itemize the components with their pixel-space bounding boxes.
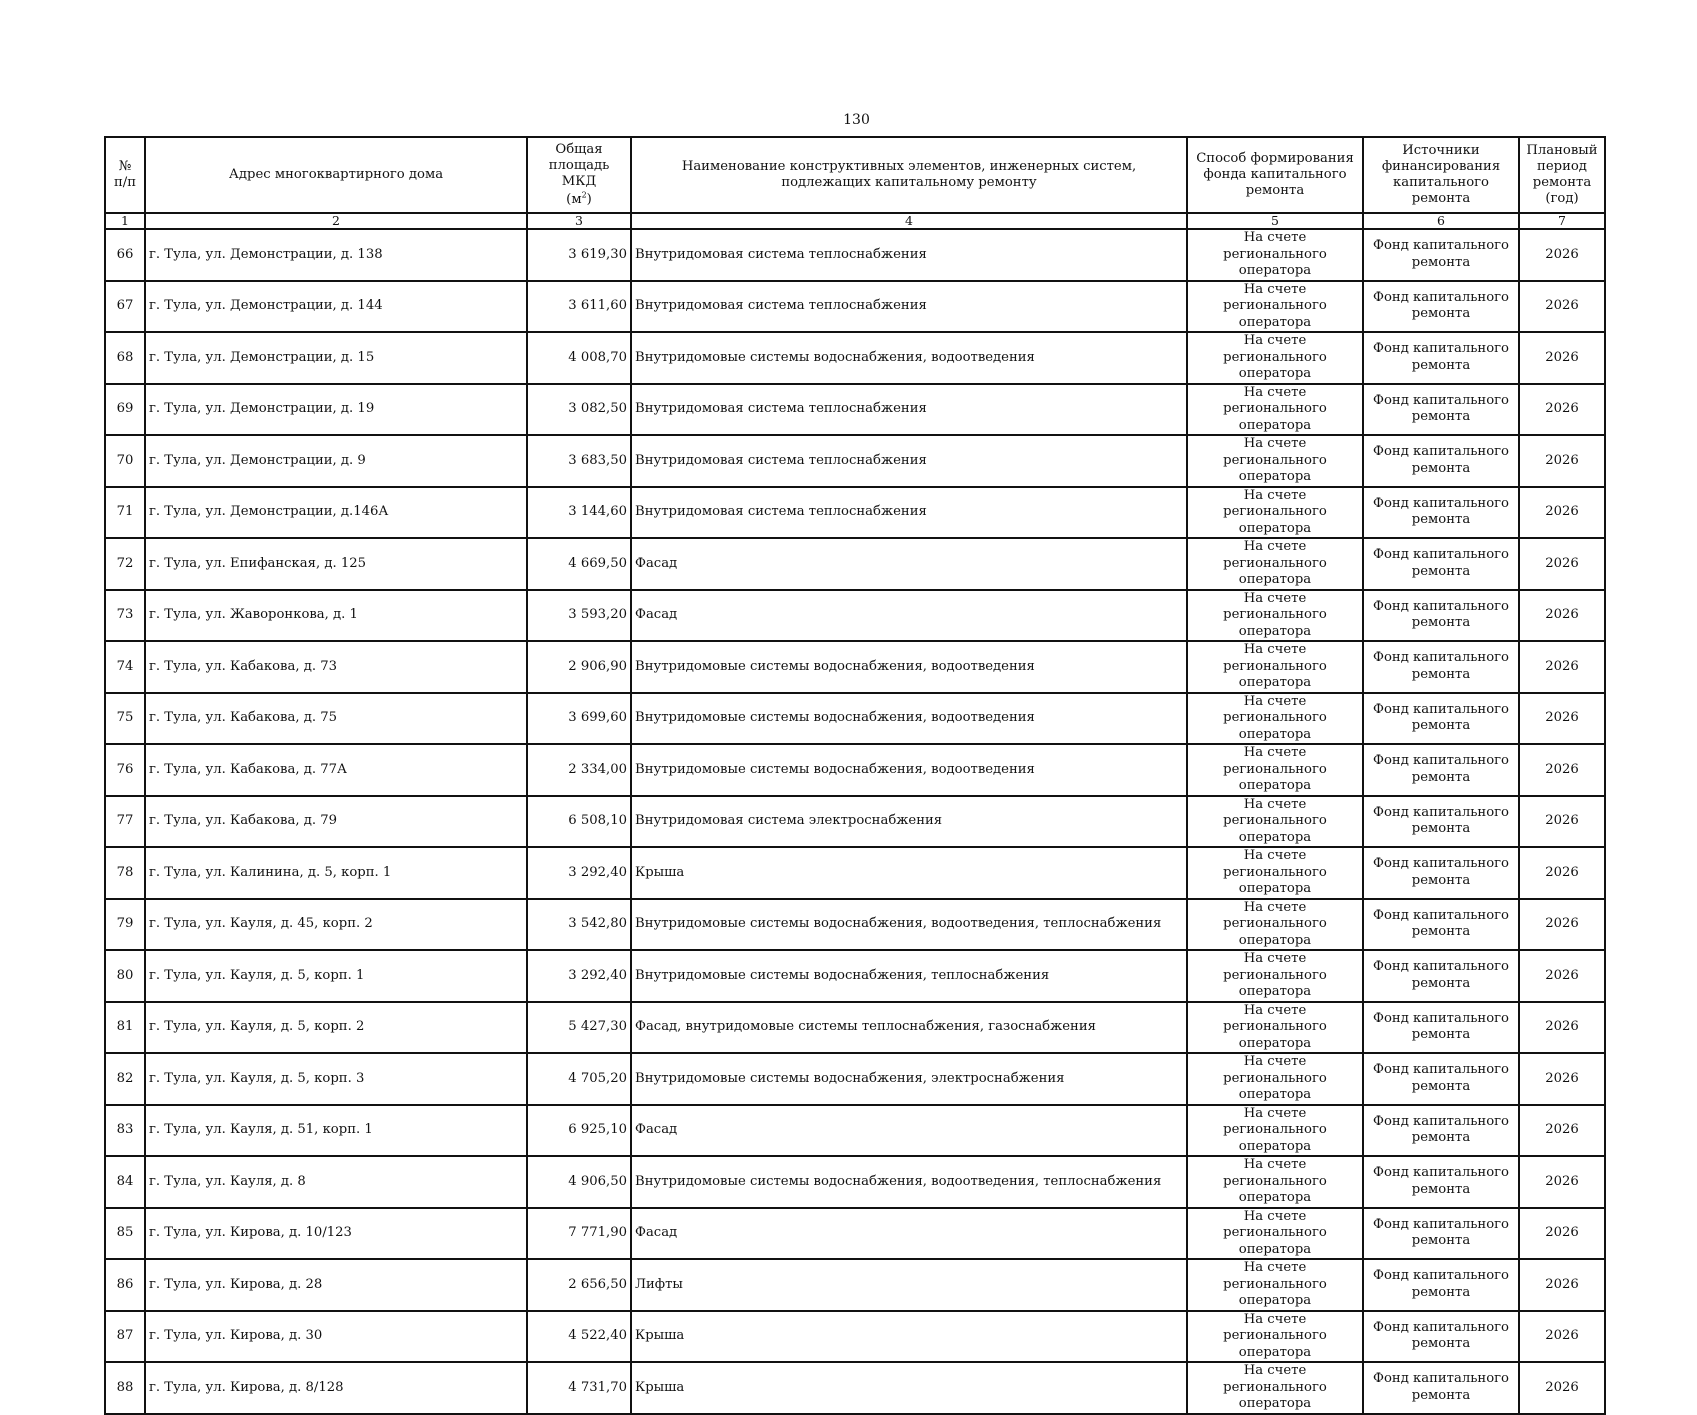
- row-area: 3 292,40: [527, 847, 631, 899]
- row-address: г. Тула, ул. Кабакова, д. 75: [145, 693, 527, 745]
- row-number: 83: [105, 1105, 145, 1157]
- header-works: Наименование конструктивных элементов, инженерных систем, подлежащих капитальному ремонту: [631, 137, 1187, 213]
- row-number: 69: [105, 384, 145, 436]
- row-address: г. Тула, ул. Калинина, д. 5, корп. 1: [145, 847, 527, 899]
- row-number: 71: [105, 487, 145, 539]
- row-planned-year: 2026: [1519, 950, 1605, 1002]
- row-funding-source: Фонд капитального ремонта: [1363, 538, 1519, 590]
- table-row: [105, 1259, 1605, 1311]
- row-works: Фасад, внутридомовые системы теплоснабжения, газоснабжения: [631, 1002, 1187, 1054]
- row-funding-source: Фонд капитального ремонта: [1363, 1311, 1519, 1363]
- row-funding-source: Фонд капитального ремонта: [1363, 229, 1519, 281]
- row-planned-year: 2026: [1519, 487, 1605, 539]
- column-number: 2: [145, 213, 527, 229]
- row-funding-source: Фонд капитального ремонта: [1363, 1208, 1519, 1260]
- row-area: 4 906,50: [527, 1156, 631, 1208]
- header-sources: Источники финансирования капитального ремонта: [1363, 137, 1519, 213]
- row-address: г. Тула, ул. Кабакова, д. 79: [145, 796, 527, 848]
- page-number: 130: [843, 112, 870, 128]
- row-area: 3 144,60: [527, 487, 631, 539]
- row-funding-source: Фонд капитального ремонта: [1363, 744, 1519, 796]
- table-row: [105, 693, 1605, 745]
- row-planned-year: 2026: [1519, 1156, 1605, 1208]
- row-address: г. Тула, ул. Кирова, д. 10/123: [145, 1208, 527, 1260]
- row-address: г. Тула, ул. Кауля, д. 45, корп. 2: [145, 899, 527, 951]
- table-row: [105, 641, 1605, 693]
- column-number: 1: [105, 213, 145, 229]
- row-funding-source: Фонд капитального ремонта: [1363, 1259, 1519, 1311]
- row-works: Внутридомовая система теплоснабжения: [631, 229, 1187, 281]
- row-formation-method: На счете регионального оператора: [1187, 1053, 1363, 1105]
- row-formation-method: На счете регионального оператора: [1187, 744, 1363, 796]
- row-area: 3 542,80: [527, 899, 631, 951]
- row-works: Внутридомовые системы водоснабжения, водоотведения: [631, 641, 1187, 693]
- row-formation-method: На счете регионального оператора: [1187, 590, 1363, 642]
- row-works: Внутридомовые системы водоснабжения, электроснабжения: [631, 1053, 1187, 1105]
- row-address: г. Тула, ул. Демонстрации, д. 144: [145, 281, 527, 333]
- row-area: 4 522,40: [527, 1311, 631, 1363]
- row-funding-source: Фонд капитального ремонта: [1363, 950, 1519, 1002]
- header-formation: Способ формирования фонда капитального ремонта: [1187, 137, 1363, 213]
- table-row: [105, 899, 1605, 951]
- row-area: 3 292,40: [527, 950, 631, 1002]
- table-row: [105, 744, 1605, 796]
- row-number: 67: [105, 281, 145, 333]
- row-planned-year: 2026: [1519, 693, 1605, 745]
- row-area: 3 683,50: [527, 435, 631, 487]
- column-number: 6: [1363, 213, 1519, 229]
- row-works: Внутридомовая система теплоснабжения: [631, 435, 1187, 487]
- row-works: Внутридомовые системы водоснабжения, водоотведения: [631, 693, 1187, 745]
- row-number: 73: [105, 590, 145, 642]
- row-formation-method: На счете регионального оператора: [1187, 899, 1363, 951]
- row-area: 4 008,70: [527, 332, 631, 384]
- column-number: 4: [631, 213, 1187, 229]
- row-formation-method: На счете регионального оператора: [1187, 1002, 1363, 1054]
- row-planned-year: 2026: [1519, 641, 1605, 693]
- row-works: Крыша: [631, 1362, 1187, 1414]
- table-body: [105, 229, 1605, 1414]
- table-row: [105, 1002, 1605, 1054]
- row-planned-year: 2026: [1519, 1053, 1605, 1105]
- table-row: [105, 435, 1605, 487]
- row-planned-year: 2026: [1519, 1105, 1605, 1157]
- row-address: г. Тула, ул. Кабакова, д. 77А: [145, 744, 527, 796]
- row-formation-method: На счете регионального оператора: [1187, 847, 1363, 899]
- row-works: Внутридомовые системы водоснабжения, водоотведения, теплоснабжения: [631, 899, 1187, 951]
- row-planned-year: 2026: [1519, 435, 1605, 487]
- row-number: 85: [105, 1208, 145, 1260]
- table-row: [105, 384, 1605, 436]
- row-works: Внутридомовая система теплоснабжения: [631, 384, 1187, 436]
- table-row: [105, 847, 1605, 899]
- row-formation-method: На счете регионального оператора: [1187, 1311, 1363, 1363]
- row-number: 74: [105, 641, 145, 693]
- row-address: г. Тула, ул. Кауля, д. 5, корп. 1: [145, 950, 527, 1002]
- row-works: Внутридомовая система теплоснабжения: [631, 281, 1187, 333]
- table-row: [105, 1105, 1605, 1157]
- table-row: [105, 1053, 1605, 1105]
- row-area: 4 669,50: [527, 538, 631, 590]
- row-funding-source: Фонд капитального ремонта: [1363, 796, 1519, 848]
- row-formation-method: На счете регионального оператора: [1187, 229, 1363, 281]
- row-formation-method: На счете регионального оператора: [1187, 1105, 1363, 1157]
- table-row: [105, 332, 1605, 384]
- column-number: 7: [1519, 213, 1605, 229]
- row-address: г. Тула, ул. Кауля, д. 51, корп. 1: [145, 1105, 527, 1157]
- row-works: Внутридомовая система электроснабжения: [631, 796, 1187, 848]
- row-funding-source: Фонд капитального ремонта: [1363, 847, 1519, 899]
- row-number: 76: [105, 744, 145, 796]
- row-area: 6 508,10: [527, 796, 631, 848]
- capital-repair-table: [104, 136, 1606, 1415]
- row-area: 6 925,10: [527, 1105, 631, 1157]
- row-funding-source: Фонд капитального ремонта: [1363, 590, 1519, 642]
- row-formation-method: На счете регионального оператора: [1187, 1259, 1363, 1311]
- row-funding-source: Фонд капитального ремонта: [1363, 1156, 1519, 1208]
- row-area: 3 619,30: [527, 229, 631, 281]
- row-area: 5 427,30: [527, 1002, 631, 1054]
- row-address: г. Тула, ул. Демонстрации, д. 9: [145, 435, 527, 487]
- row-address: г. Тула, ул. Демонстрации, д. 19: [145, 384, 527, 436]
- table-header-row: [105, 137, 1605, 213]
- row-number: 87: [105, 1311, 145, 1363]
- row-number: 68: [105, 332, 145, 384]
- row-planned-year: 2026: [1519, 744, 1605, 796]
- row-formation-method: На счете регионального оператора: [1187, 641, 1363, 693]
- row-planned-year: 2026: [1519, 1362, 1605, 1414]
- row-planned-year: 2026: [1519, 384, 1605, 436]
- row-number: 80: [105, 950, 145, 1002]
- row-area: 3 593,20: [527, 590, 631, 642]
- row-planned-year: 2026: [1519, 847, 1605, 899]
- row-formation-method: На счете регионального оператора: [1187, 384, 1363, 436]
- row-area: 2 906,90: [527, 641, 631, 693]
- header-period: Плановый период ремонта (год): [1519, 137, 1605, 213]
- row-works: Внутридомовые системы водоснабжения, водоотведения: [631, 744, 1187, 796]
- row-formation-method: На счете регионального оператора: [1187, 538, 1363, 590]
- row-funding-source: Фонд капитального ремонта: [1363, 1105, 1519, 1157]
- row-address: г. Тула, ул. Кауля, д. 8: [145, 1156, 527, 1208]
- row-works: Крыша: [631, 1311, 1187, 1363]
- row-address: г. Тула, ул. Кирова, д. 8/128: [145, 1362, 527, 1414]
- row-area: 2 334,00: [527, 744, 631, 796]
- row-funding-source: Фонд капитального ремонта: [1363, 693, 1519, 745]
- row-number: 86: [105, 1259, 145, 1311]
- row-funding-source: Фонд капитального ремонта: [1363, 1053, 1519, 1105]
- row-planned-year: 2026: [1519, 281, 1605, 333]
- table-row: [105, 1362, 1605, 1414]
- row-number: 84: [105, 1156, 145, 1208]
- row-address: г. Тула, ул. Епифанская, д. 125: [145, 538, 527, 590]
- row-number: 75: [105, 693, 145, 745]
- row-planned-year: 2026: [1519, 796, 1605, 848]
- row-planned-year: 2026: [1519, 1208, 1605, 1260]
- header-area-label: Общая площадь МКД: [548, 142, 610, 190]
- row-works: Фасад: [631, 1208, 1187, 1260]
- row-funding-source: Фонд капитального ремонта: [1363, 899, 1519, 951]
- row-formation-method: На счете регионального оператора: [1187, 693, 1363, 745]
- row-address: г. Тула, ул. Кауля, д. 5, корп. 2: [145, 1002, 527, 1054]
- row-address: г. Тула, ул. Жаворонкова, д. 1: [145, 590, 527, 642]
- row-works: Внутридомовые системы водоснабжения, водоотведения: [631, 332, 1187, 384]
- row-works: Внутридомовые системы водоснабжения, теплоснабжения: [631, 950, 1187, 1002]
- row-number: 77: [105, 796, 145, 848]
- row-number: 70: [105, 435, 145, 487]
- table-row: [105, 796, 1605, 848]
- table-row: [105, 538, 1605, 590]
- table-row: [105, 590, 1605, 642]
- table-row: [105, 1208, 1605, 1260]
- row-number: 66: [105, 229, 145, 281]
- row-planned-year: 2026: [1519, 229, 1605, 281]
- row-works: Крыша: [631, 847, 1187, 899]
- row-planned-year: 2026: [1519, 1311, 1605, 1363]
- row-address: г. Тула, ул. Кирова, д. 28: [145, 1259, 527, 1311]
- row-area: 3 611,60: [527, 281, 631, 333]
- row-funding-source: Фонд капитального ремонта: [1363, 384, 1519, 436]
- row-planned-year: 2026: [1519, 538, 1605, 590]
- row-funding-source: Фонд капитального ремонта: [1363, 641, 1519, 693]
- row-number: 88: [105, 1362, 145, 1414]
- row-formation-method: На счете регионального оператора: [1187, 950, 1363, 1002]
- column-number-row: [105, 213, 1605, 229]
- row-address: г. Тула, ул. Кауля, д. 5, корп. 3: [145, 1053, 527, 1105]
- header-num: № п/п: [105, 137, 145, 213]
- row-formation-method: На счете регионального оператора: [1187, 1362, 1363, 1414]
- row-number: 78: [105, 847, 145, 899]
- table-row: [105, 950, 1605, 1002]
- row-formation-method: На счете регионального оператора: [1187, 1156, 1363, 1208]
- table-row: [105, 281, 1605, 333]
- row-number: 82: [105, 1053, 145, 1105]
- header-area-unit: $(м^2)$: [566, 190, 592, 207]
- row-area: 3 082,50: [527, 384, 631, 436]
- table-row: [105, 487, 1605, 539]
- table-row: [105, 1311, 1605, 1363]
- row-planned-year: 2026: [1519, 1002, 1605, 1054]
- row-formation-method: На счете регионального оператора: [1187, 796, 1363, 848]
- row-number: 72: [105, 538, 145, 590]
- row-funding-source: Фонд капитального ремонта: [1363, 435, 1519, 487]
- row-formation-method: На счете регионального оператора: [1187, 332, 1363, 384]
- row-address: г. Тула, ул. Демонстрации, д. 138: [145, 229, 527, 281]
- row-funding-source: Фонд капитального ремонта: [1363, 1362, 1519, 1414]
- header-area: [527, 137, 631, 213]
- row-funding-source: Фонд капитального ремонта: [1363, 281, 1519, 333]
- row-funding-source: Фонд капитального ремонта: [1363, 487, 1519, 539]
- header-address: Адрес многоквартирного дома: [145, 137, 527, 213]
- row-planned-year: 2026: [1519, 590, 1605, 642]
- table-row: [105, 229, 1605, 281]
- row-works: Внутридомовая система теплоснабжения: [631, 487, 1187, 539]
- row-formation-method: На счете регионального оператора: [1187, 435, 1363, 487]
- row-area: 4 705,20: [527, 1053, 631, 1105]
- row-area: 2 656,50: [527, 1259, 631, 1311]
- row-area: 7 771,90: [527, 1208, 631, 1260]
- row-works: Фасад: [631, 1105, 1187, 1157]
- row-works: Внутридомовые системы водоснабжения, водоотведения, теплоснабжения: [631, 1156, 1187, 1208]
- row-number: 79: [105, 899, 145, 951]
- column-number: 5: [1187, 213, 1363, 229]
- row-funding-source: Фонд капитального ремонта: [1363, 332, 1519, 384]
- column-number: 3: [527, 213, 631, 229]
- row-formation-method: На счете регионального оператора: [1187, 281, 1363, 333]
- row-works: Фасад: [631, 538, 1187, 590]
- row-number: 81: [105, 1002, 145, 1054]
- row-planned-year: 2026: [1519, 1259, 1605, 1311]
- row-formation-method: На счете регионального оператора: [1187, 487, 1363, 539]
- row-planned-year: 2026: [1519, 899, 1605, 951]
- row-area: 4 731,70: [527, 1362, 631, 1414]
- row-formation-method: На счете регионального оператора: [1187, 1208, 1363, 1260]
- row-address: г. Тула, ул. Кирова, д. 30: [145, 1311, 527, 1363]
- row-works: Лифты: [631, 1259, 1187, 1311]
- row-funding-source: Фонд капитального ремонта: [1363, 1002, 1519, 1054]
- row-address: г. Тула, ул. Демонстрации, д.146А: [145, 487, 527, 539]
- row-address: г. Тула, ул. Демонстрации, д. 15: [145, 332, 527, 384]
- row-works: Фасад: [631, 590, 1187, 642]
- row-address: г. Тула, ул. Кабакова, д. 73: [145, 641, 527, 693]
- row-area: 3 699,60: [527, 693, 631, 745]
- row-planned-year: 2026: [1519, 332, 1605, 384]
